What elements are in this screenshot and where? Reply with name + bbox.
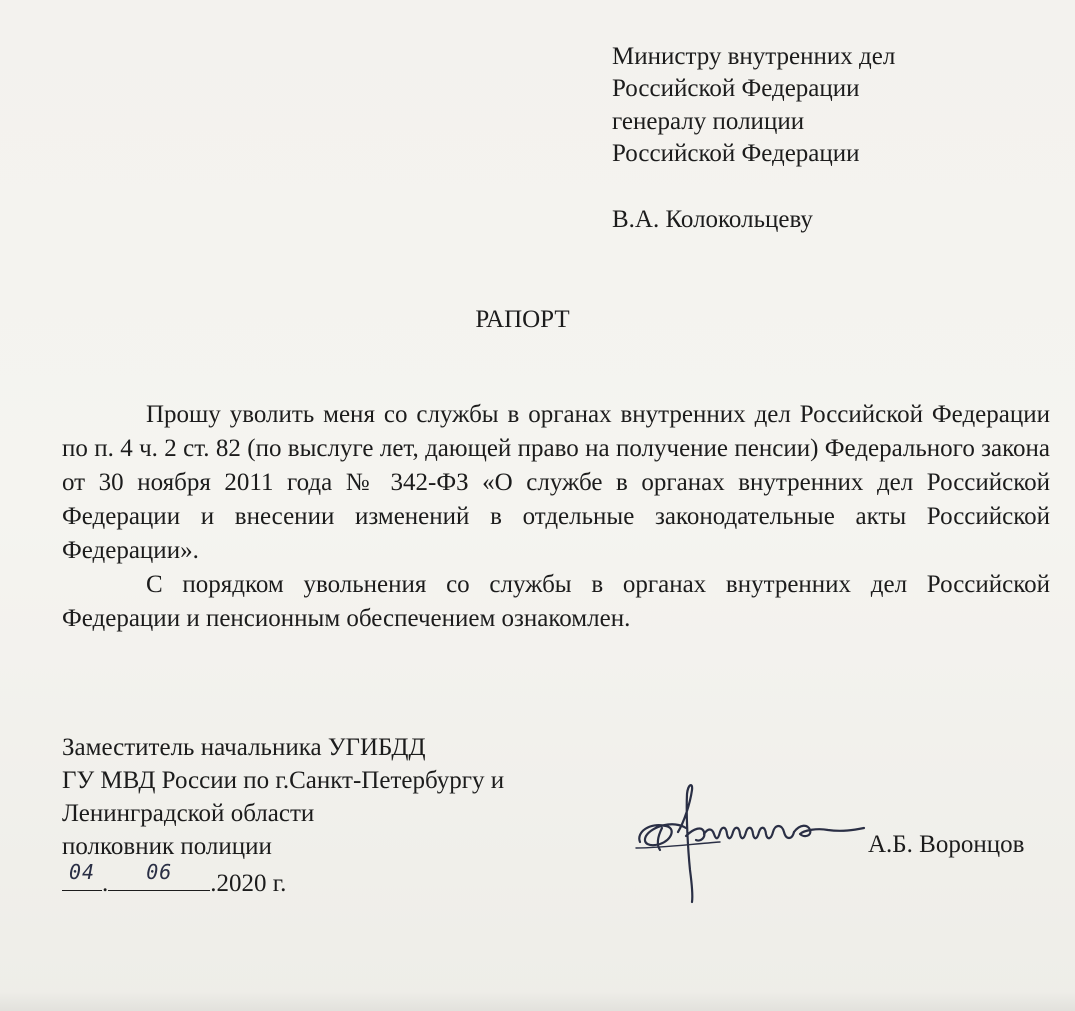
addressee-line-4: Российской Федерации [612,140,860,167]
date-line [62,860,287,901]
date-separator: . [102,870,109,897]
body-paragraph-1: Прошу уволить меня со службы в органах внутренних дел Российской Федерации по п. 4 ч. 2 ст. 82 (по выслуге лет, дающей право на получение пенсии) Федерального закона от 30 ноября 2011 года № 342-ФЗ «О службе в органах внутренних дел Российской Федерации и внесении изменений в отдельные законодательные акты Российской Федерации». [62,401,1050,564]
signer-name: А.Б. Воронцов [868,831,1025,858]
date-year: .2020 г. [210,870,287,897]
signatory-position-line-2: ГУ МВД России по г.Санкт-Петербургу и [62,767,505,794]
addressee-name: В.А. Колокольцеву [612,206,813,233]
signatory-position-line-1: Заместитель начальника УГИБДД [62,734,426,761]
date-month-handwritten: 06 [146,860,173,884]
date-day-handwritten: 04 [68,860,96,884]
addressee-line-2: Российской Федерации [612,75,860,102]
date-day-field [62,860,102,891]
addressee-line-1: Министру внутренних дел [612,43,896,70]
handwritten-signature [632,770,872,905]
document-title: РАПОРТ [475,306,570,333]
body-paragraph-2: С порядком увольнения со службы в органах внутренних дел Российской Федерации и пенсионным обеспечением ознакомлен. [62,571,1050,632]
signatory-position-line-3: Ленинградской области [62,800,315,827]
signatory-rank: полковник полиции [62,833,272,860]
addressee-line-3: генералу полиции [612,108,805,135]
date-month-field [108,860,210,891]
